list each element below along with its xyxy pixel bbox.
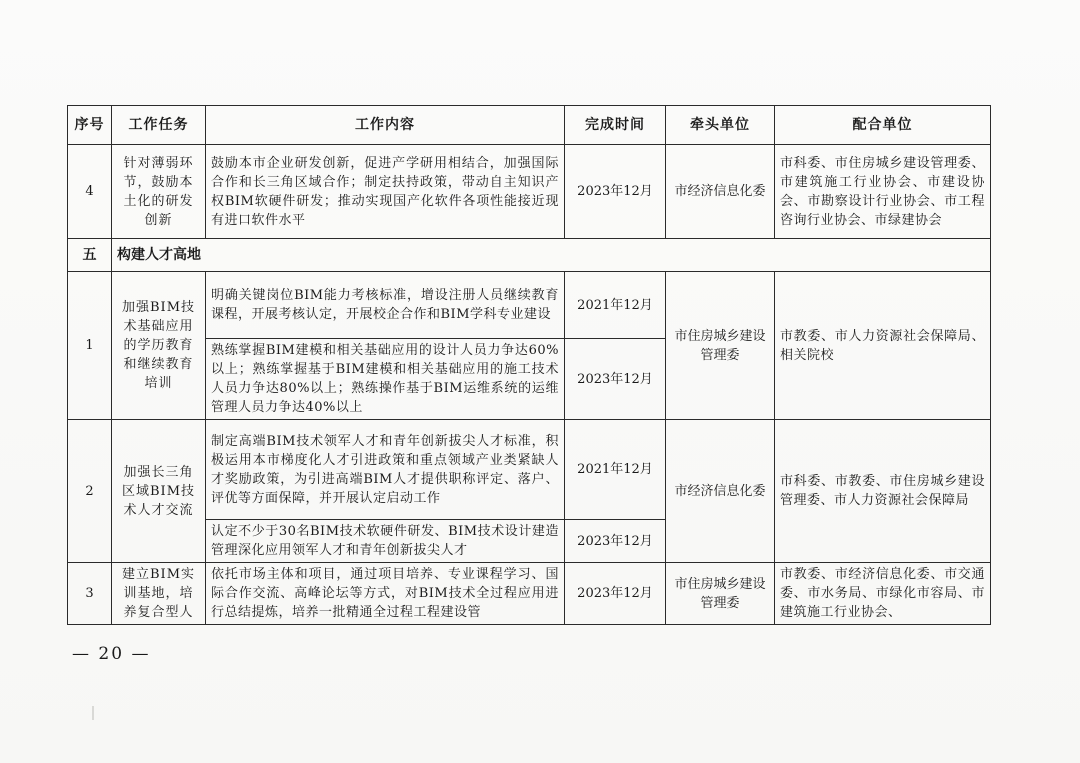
row-lead-unit: 市住房城乡建设管理委 bbox=[666, 563, 775, 625]
header-support-units: 配合单位 bbox=[775, 106, 991, 145]
row-content: 认定不少于30名BIM技术软硬件研发、BIM技术设计建造管理深化应用领军人才和青年创新拔尖人才 bbox=[206, 520, 565, 563]
row-task: 建立BIM实训基地，培养复合型人 bbox=[112, 563, 206, 625]
row-support-units: 市教委、市经济信息化委、市交通委、市水务局、市绿化市容局、市建筑施工行业协会、 bbox=[775, 563, 991, 625]
row-content: 鼓励本市企业研发创新，促进产学研用相结合，加强国际合作和长三角区域合作；制定扶持政策，带动自主知识产权BIM软硬件研发；推动实现国产化软件各项性能接近现有进口软件水平 bbox=[206, 145, 565, 239]
row-deadline: 2021年12月 bbox=[565, 420, 666, 520]
table-row bbox=[68, 420, 991, 520]
row-serial: 3 bbox=[68, 563, 112, 625]
header-task: 工作任务 bbox=[112, 106, 206, 145]
page-number: — 20 — bbox=[72, 644, 151, 664]
row-task: 针对薄弱环节，鼓励本土化的研发创新 bbox=[112, 145, 206, 239]
row-serial: 4 bbox=[68, 145, 112, 239]
row-lead-unit: 市住房城乡建设管理委 bbox=[666, 272, 775, 420]
row-deadline: 2023年12月 bbox=[565, 339, 666, 420]
row-lead-unit: 市经济信息化委 bbox=[666, 420, 775, 563]
section-title: 构建人才高地 bbox=[112, 239, 991, 272]
section-number: 五 bbox=[68, 239, 112, 272]
table-row bbox=[68, 563, 991, 625]
row-content: 熟练掌握BIM建模和相关基础应用的设计人员力争达60%以上；熟练掌握基于BIM建模和相关基础应用的施工技术人员力争达80%以上；熟练操作基于BIM运维系统的运维管理人员力争达40%以上 bbox=[206, 339, 565, 420]
row-support-units: 市科委、市住房城乡建设管理委、市建筑施工行业协会、市建设协会、市勘察设计行业协会、市工程咨询行业协会、市绿建协会 bbox=[775, 145, 991, 239]
section-row bbox=[68, 239, 991, 272]
row-deadline: 2021年12月 bbox=[565, 272, 666, 339]
row-content: 制定高端BIM技术领军人才和青年创新拔尖人才标准，积极运用本市梯度化人才引进政策和重点领域产业类紧缺人才奖励政策，为引进高端BIM人才提供职称评定、落户、评优等方面保障，并开展认定启动工作 bbox=[206, 420, 565, 520]
row-deadline: 2023年12月 bbox=[565, 563, 666, 625]
table-row bbox=[68, 145, 991, 239]
row-support-units: 市教委、市人力资源社会保障局、相关院校 bbox=[775, 272, 991, 420]
table-header-row bbox=[68, 106, 991, 145]
work-plan-table bbox=[67, 105, 991, 625]
header-lead-unit: 牵头单位 bbox=[666, 106, 775, 145]
row-serial: 2 bbox=[68, 420, 112, 563]
row-support-units: 市科委、市教委、市住房城乡建设管理委、市人力资源社会保障局 bbox=[775, 420, 991, 563]
row-deadline: 2023年12月 bbox=[565, 145, 666, 239]
header-deadline: 完成时间 bbox=[565, 106, 666, 145]
header-serial: 序号 bbox=[68, 106, 112, 145]
table-row bbox=[68, 272, 991, 339]
row-content: 依托市场主体和项目，通过项目培养、专业课程学习、国际合作交流、高峰论坛等方式，对BIM技术全过程应用进行总结提炼，培养一批精通全过程工程建设管 bbox=[206, 563, 565, 625]
row-lead-unit: 市经济信息化委 bbox=[666, 145, 775, 239]
row-content: 明确关键岗位BIM能力考核标准，增设注册人员继续教育课程，开展考核认定，开展校企合作和BIM学科专业建设 bbox=[206, 272, 565, 339]
row-task: 加强BIM技术基础应用的学历教育和继续教育培训 bbox=[112, 272, 206, 420]
header-content: 工作内容 bbox=[206, 106, 565, 145]
row-serial: 1 bbox=[68, 272, 112, 420]
row-task: 加强长三角区域BIM技术人才交流 bbox=[112, 420, 206, 563]
scan-mark bbox=[92, 706, 94, 720]
row-deadline: 2023年12月 bbox=[565, 520, 666, 563]
